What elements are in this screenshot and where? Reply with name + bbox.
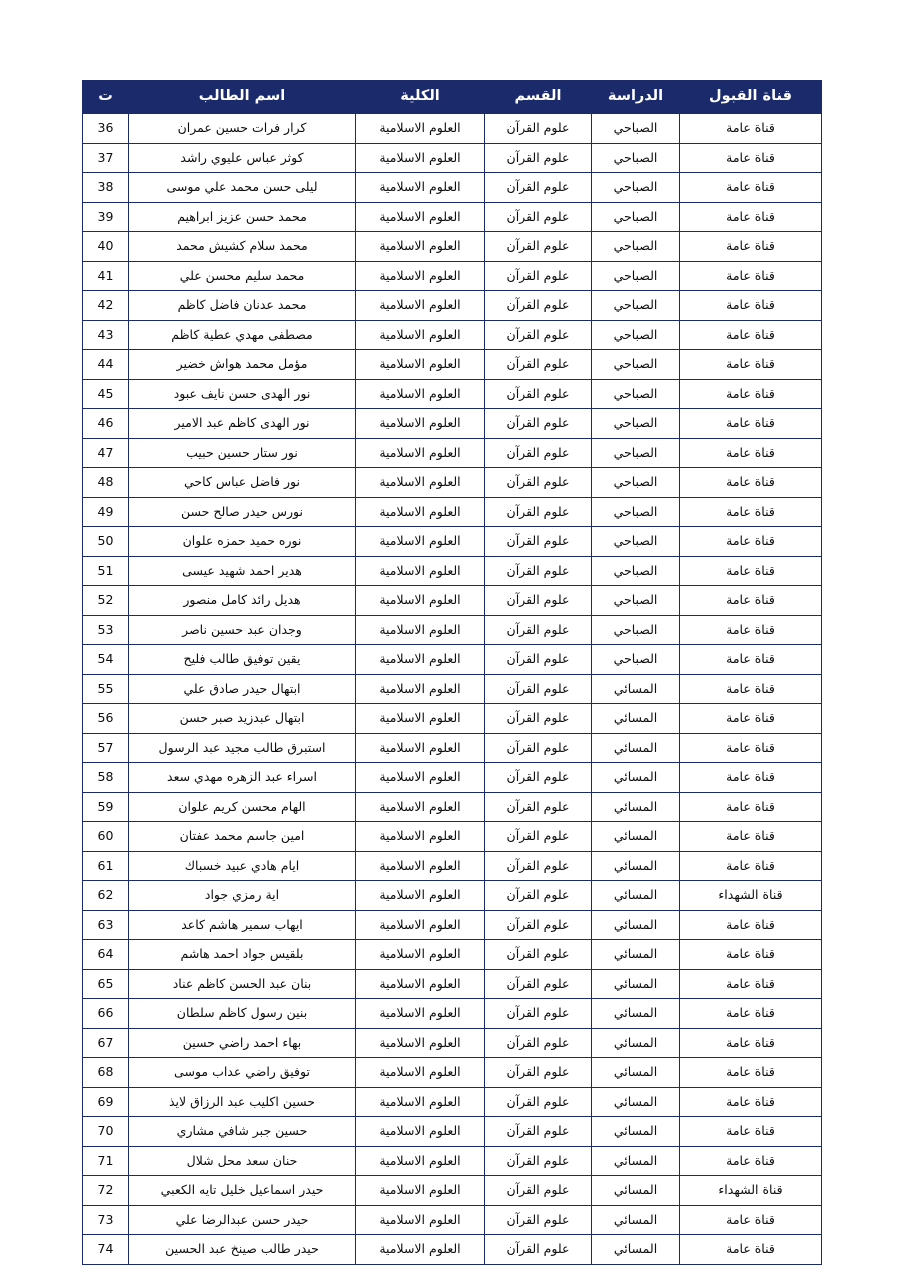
cell-channel: قناة عامة [680, 497, 822, 527]
cell-college: العلوم الاسلامية [356, 910, 485, 940]
cell-index: 48 [83, 468, 129, 498]
cell-dept: علوم القرآن [485, 1087, 592, 1117]
cell-name: نور فاضل عباس كاحي [129, 468, 356, 498]
cell-name: حنان سعد محل شلال [129, 1146, 356, 1176]
column-header-study: الدراسة [592, 81, 680, 114]
cell-college: العلوم الاسلامية [356, 763, 485, 793]
cell-channel: قناة عامة [680, 291, 822, 321]
cell-study: الصباحي [592, 202, 680, 232]
cell-index: 50 [83, 527, 129, 557]
table-row [83, 792, 822, 822]
cell-index: 65 [83, 969, 129, 999]
cell-channel: قناة عامة [680, 114, 822, 144]
cell-name: نور الهدى حسن نايف عبود [129, 379, 356, 409]
cell-channel: قناة عامة [680, 379, 822, 409]
cell-study: المسائي [592, 733, 680, 763]
table-row [83, 969, 822, 999]
cell-study: الصباحي [592, 409, 680, 439]
cell-study: المسائي [592, 881, 680, 911]
cell-channel: قناة عامة [680, 969, 822, 999]
cell-index: 72 [83, 1176, 129, 1206]
table-body [83, 114, 822, 1265]
cell-study: الصباحي [592, 173, 680, 203]
cell-channel: قناة عامة [680, 320, 822, 350]
cell-index: 56 [83, 704, 129, 734]
table-row [83, 1087, 822, 1117]
cell-study: المسائي [592, 1176, 680, 1206]
column-header-name: اسم الطالب [129, 81, 356, 114]
cell-dept: علوم القرآن [485, 1028, 592, 1058]
cell-study: الصباحي [592, 261, 680, 291]
cell-index: 59 [83, 792, 129, 822]
table-row [83, 202, 822, 232]
cell-study: الصباحي [592, 232, 680, 262]
cell-channel: قناة الشهداء [680, 881, 822, 911]
table-row [83, 1205, 822, 1235]
cell-name: نوره حميد حمزه علوان [129, 527, 356, 557]
cell-name: محمد سليم محسن علي [129, 261, 356, 291]
cell-college: العلوم الاسلامية [356, 1028, 485, 1058]
cell-college: العلوم الاسلامية [356, 173, 485, 203]
cell-name: نورس حيدر صالح حسن [129, 497, 356, 527]
cell-name: حيدر طالب صينخ عبد الحسين [129, 1235, 356, 1265]
cell-index: 47 [83, 438, 129, 468]
cell-dept: علوم القرآن [485, 1235, 592, 1265]
table-row [83, 1028, 822, 1058]
table-row [83, 350, 822, 380]
cell-name: يقين توفيق طالب فليح [129, 645, 356, 675]
cell-college: العلوم الاسلامية [356, 232, 485, 262]
cell-channel: قناة عامة [680, 733, 822, 763]
cell-channel: قناة الشهداء [680, 1176, 822, 1206]
table-row [83, 143, 822, 173]
cell-college: العلوم الاسلامية [356, 320, 485, 350]
cell-study: الصباحي [592, 556, 680, 586]
cell-study: المسائي [592, 704, 680, 734]
table-header-row [83, 81, 822, 114]
table-row [83, 320, 822, 350]
cell-dept: علوم القرآن [485, 792, 592, 822]
cell-channel: قناة عامة [680, 1235, 822, 1265]
cell-channel: قناة عامة [680, 438, 822, 468]
cell-index: 70 [83, 1117, 129, 1147]
cell-college: العلوم الاسلامية [356, 792, 485, 822]
cell-index: 63 [83, 910, 129, 940]
cell-name: بلقيس جواد احمد هاشم [129, 940, 356, 970]
cell-name: الهام محسن كريم علوان [129, 792, 356, 822]
cell-name: حسين اكليب عبد الرزاق لايذ [129, 1087, 356, 1117]
table-row [83, 114, 822, 144]
cell-name: ابتهال عبدزيد صبر حسن [129, 704, 356, 734]
cell-study: المسائي [592, 1146, 680, 1176]
cell-index: 46 [83, 409, 129, 439]
cell-index: 66 [83, 999, 129, 1029]
cell-channel: قناة عامة [680, 1205, 822, 1235]
cell-index: 74 [83, 1235, 129, 1265]
cell-index: 58 [83, 763, 129, 793]
cell-college: العلوم الاسلامية [356, 733, 485, 763]
cell-index: 39 [83, 202, 129, 232]
cell-channel: قناة عامة [680, 173, 822, 203]
cell-dept: علوم القرآن [485, 173, 592, 203]
cell-index: 36 [83, 114, 129, 144]
cell-name: استبرق طالب مجيد عبد الرسول [129, 733, 356, 763]
table-row [83, 586, 822, 616]
cell-dept: علوم القرآن [485, 556, 592, 586]
cell-college: العلوم الاسلامية [356, 586, 485, 616]
cell-dept: علوم القرآن [485, 704, 592, 734]
table-row [83, 232, 822, 262]
cell-college: العلوم الاسلامية [356, 527, 485, 557]
cell-name: كوثر عباس عليوي راشد [129, 143, 356, 173]
cell-index: 54 [83, 645, 129, 675]
table-row [83, 438, 822, 468]
cell-college: العلوم الاسلامية [356, 704, 485, 734]
table-row [83, 379, 822, 409]
cell-study: المسائي [592, 674, 680, 704]
cell-dept: علوم القرآن [485, 940, 592, 970]
cell-name: توفيق راضي عداب موسى [129, 1058, 356, 1088]
cell-study: المسائي [592, 1205, 680, 1235]
cell-dept: علوم القرآن [485, 1146, 592, 1176]
cell-study: المسائي [592, 792, 680, 822]
cell-name: امين جاسم محمد عفتان [129, 822, 356, 852]
cell-index: 62 [83, 881, 129, 911]
cell-channel: قناة عامة [680, 999, 822, 1029]
table-row [83, 999, 822, 1029]
cell-index: 38 [83, 173, 129, 203]
cell-channel: قناة عامة [680, 409, 822, 439]
cell-channel: قناة عامة [680, 704, 822, 734]
table-row [83, 704, 822, 734]
cell-college: العلوم الاسلامية [356, 409, 485, 439]
cell-index: 60 [83, 822, 129, 852]
cell-index: 41 [83, 261, 129, 291]
cell-college: العلوم الاسلامية [356, 1087, 485, 1117]
cell-name: هدير احمد شهيد عيسى [129, 556, 356, 586]
cell-college: العلوم الاسلامية [356, 1235, 485, 1265]
cell-channel: قناة عامة [680, 1117, 822, 1147]
table-row [83, 615, 822, 645]
cell-dept: علوم القرآن [485, 261, 592, 291]
cell-college: العلوم الاسلامية [356, 1205, 485, 1235]
cell-channel: قناة عامة [680, 1087, 822, 1117]
table-row [83, 1146, 822, 1176]
cell-dept: علوم القرآن [485, 114, 592, 144]
cell-name: ايهاب سمير هاشم كاعد [129, 910, 356, 940]
cell-study: الصباحي [592, 645, 680, 675]
cell-college: العلوم الاسلامية [356, 556, 485, 586]
cell-name: بنان عبد الحسن كاظم عناد [129, 969, 356, 999]
cell-study: المسائي [592, 1117, 680, 1147]
table-row [83, 1176, 822, 1206]
cell-study: المسائي [592, 851, 680, 881]
column-header-dept: القسم [485, 81, 592, 114]
cell-channel: قناة عامة [680, 615, 822, 645]
cell-channel: قناة عامة [680, 586, 822, 616]
cell-college: العلوم الاسلامية [356, 143, 485, 173]
cell-channel: قناة عامة [680, 851, 822, 881]
cell-name: اسراء عبد الزهره مهدي سعد [129, 763, 356, 793]
table-row [83, 910, 822, 940]
cell-dept: علوم القرآن [485, 881, 592, 911]
cell-dept: علوم القرآن [485, 527, 592, 557]
cell-college: العلوم الاسلامية [356, 851, 485, 881]
cell-dept: علوم القرآن [485, 674, 592, 704]
cell-college: العلوم الاسلامية [356, 438, 485, 468]
table-row [83, 1117, 822, 1147]
cell-name: ليلى حسن محمد علي موسى [129, 173, 356, 203]
cell-name: مؤمل محمد هواش خضير [129, 350, 356, 380]
cell-dept: علوم القرآن [485, 1117, 592, 1147]
cell-name: محمد عدنان فاضل كاظم [129, 291, 356, 321]
cell-college: العلوم الاسلامية [356, 1146, 485, 1176]
cell-dept: علوم القرآن [485, 379, 592, 409]
cell-index: 53 [83, 615, 129, 645]
cell-name: بهاء احمد راضي حسين [129, 1028, 356, 1058]
cell-dept: علوم القرآن [485, 733, 592, 763]
cell-index: 52 [83, 586, 129, 616]
cell-name: نور الهدى كاظم عبد الامير [129, 409, 356, 439]
cell-dept: علوم القرآن [485, 615, 592, 645]
table-row [83, 261, 822, 291]
cell-name: كرار فرات حسين عمران [129, 114, 356, 144]
cell-index: 69 [83, 1087, 129, 1117]
cell-study: المسائي [592, 1087, 680, 1117]
cell-index: 42 [83, 291, 129, 321]
table-row [83, 940, 822, 970]
table-row [83, 822, 822, 852]
cell-study: الصباحي [592, 438, 680, 468]
cell-dept: علوم القرآن [485, 586, 592, 616]
cell-name: حيدر حسن عبدالرضا علي [129, 1205, 356, 1235]
cell-study: المسائي [592, 999, 680, 1029]
cell-dept: علوم القرآن [485, 1058, 592, 1088]
cell-study: الصباحي [592, 527, 680, 557]
cell-channel: قناة عامة [680, 1146, 822, 1176]
cell-name: هديل رائد كامل منصور [129, 586, 356, 616]
cell-name: محمد سلام كشيش محمد [129, 232, 356, 262]
cell-dept: علوم القرآن [485, 320, 592, 350]
cell-channel: قناة عامة [680, 792, 822, 822]
cell-dept: علوم القرآن [485, 969, 592, 999]
cell-dept: علوم القرآن [485, 822, 592, 852]
cell-college: العلوم الاسلامية [356, 1117, 485, 1147]
cell-name: ابتهال حيدر صادق علي [129, 674, 356, 704]
cell-college: العلوم الاسلامية [356, 291, 485, 321]
cell-college: العلوم الاسلامية [356, 674, 485, 704]
cell-dept: علوم القرآن [485, 999, 592, 1029]
table-row [83, 527, 822, 557]
cell-dept: علوم القرآن [485, 202, 592, 232]
cell-index: 45 [83, 379, 129, 409]
cell-name: مصطفى مهدي عطية كاظم [129, 320, 356, 350]
cell-channel: قناة عامة [680, 940, 822, 970]
cell-dept: علوم القرآن [485, 232, 592, 262]
cell-study: المسائي [592, 763, 680, 793]
cell-dept: علوم القرآن [485, 1176, 592, 1206]
cell-channel: قناة عامة [680, 143, 822, 173]
cell-dept: علوم القرآن [485, 1205, 592, 1235]
cell-index: 67 [83, 1028, 129, 1058]
column-header-index: ت [83, 81, 129, 114]
cell-channel: قناة عامة [680, 202, 822, 232]
cell-college: العلوم الاسلامية [356, 497, 485, 527]
cell-study: المسائي [592, 1028, 680, 1058]
cell-study: الصباحي [592, 350, 680, 380]
cell-index: 71 [83, 1146, 129, 1176]
cell-name: وجدان عبد حسين ناصر [129, 615, 356, 645]
cell-study: الصباحي [592, 143, 680, 173]
cell-study: الصباحي [592, 586, 680, 616]
table-row [83, 881, 822, 911]
cell-study: الصباحي [592, 114, 680, 144]
cell-index: 37 [83, 143, 129, 173]
cell-college: العلوم الاسلامية [356, 999, 485, 1029]
cell-index: 51 [83, 556, 129, 586]
cell-channel: قناة عامة [680, 468, 822, 498]
table-row [83, 733, 822, 763]
cell-index: 44 [83, 350, 129, 380]
cell-study: الصباحي [592, 615, 680, 645]
table-row [83, 763, 822, 793]
cell-study: الصباحي [592, 320, 680, 350]
cell-college: العلوم الاسلامية [356, 379, 485, 409]
cell-channel: قناة عامة [680, 1028, 822, 1058]
students-table [82, 80, 822, 1265]
cell-name: حسين جبر شافي مشاري [129, 1117, 356, 1147]
cell-college: العلوم الاسلامية [356, 350, 485, 380]
cell-index: 64 [83, 940, 129, 970]
cell-channel: قناة عامة [680, 261, 822, 291]
cell-name: حيدر اسماعيل خليل تايه الكعبي [129, 1176, 356, 1206]
cell-dept: علوم القرآن [485, 468, 592, 498]
table-row [83, 674, 822, 704]
cell-study: المسائي [592, 822, 680, 852]
cell-college: العلوم الاسلامية [356, 645, 485, 675]
cell-study: المسائي [592, 1058, 680, 1088]
table-row [83, 173, 822, 203]
cell-name: بنين رسول كاظم سلطان [129, 999, 356, 1029]
table-row [83, 851, 822, 881]
cell-college: العلوم الاسلامية [356, 202, 485, 232]
cell-channel: قناة عامة [680, 763, 822, 793]
cell-college: العلوم الاسلامية [356, 881, 485, 911]
table-row [83, 556, 822, 586]
table-header [83, 81, 822, 114]
cell-study: المسائي [592, 910, 680, 940]
cell-study: الصباحي [592, 468, 680, 498]
cell-index: 73 [83, 1205, 129, 1235]
cell-name: اية رمزي جواد [129, 881, 356, 911]
cell-study: الصباحي [592, 379, 680, 409]
cell-study: المسائي [592, 940, 680, 970]
cell-college: العلوم الاسلامية [356, 940, 485, 970]
cell-name: محمد حسن عزيز ابراهيم [129, 202, 356, 232]
cell-index: 43 [83, 320, 129, 350]
cell-channel: قناة عامة [680, 350, 822, 380]
table-row [83, 645, 822, 675]
cell-study: المسائي [592, 969, 680, 999]
column-header-college: الكلية [356, 81, 485, 114]
cell-channel: قناة عامة [680, 822, 822, 852]
cell-college: العلوم الاسلامية [356, 1058, 485, 1088]
table-row [83, 409, 822, 439]
cell-college: العلوم الاسلامية [356, 468, 485, 498]
cell-index: 61 [83, 851, 129, 881]
cell-index: 40 [83, 232, 129, 262]
cell-dept: علوم القرآن [485, 143, 592, 173]
cell-college: العلوم الاسلامية [356, 615, 485, 645]
cell-college: العلوم الاسلامية [356, 114, 485, 144]
cell-dept: علوم القرآن [485, 409, 592, 439]
cell-college: العلوم الاسلامية [356, 261, 485, 291]
cell-dept: علوم القرآن [485, 291, 592, 321]
cell-channel: قناة عامة [680, 674, 822, 704]
table-row [83, 1235, 822, 1265]
cell-study: المسائي [592, 1235, 680, 1265]
table-row [83, 468, 822, 498]
cell-dept: علوم القرآن [485, 645, 592, 675]
cell-dept: علوم القرآن [485, 763, 592, 793]
column-header-channel: قناة القبول [680, 81, 822, 114]
cell-study: الصباحي [592, 291, 680, 321]
cell-channel: قناة عامة [680, 556, 822, 586]
cell-dept: علوم القرآن [485, 350, 592, 380]
cell-name: نور ستار حسين حبيب [129, 438, 356, 468]
cell-college: العلوم الاسلامية [356, 969, 485, 999]
cell-dept: علوم القرآن [485, 497, 592, 527]
cell-dept: علوم القرآن [485, 910, 592, 940]
cell-study: الصباحي [592, 497, 680, 527]
table-row [83, 1058, 822, 1088]
cell-channel: قناة عامة [680, 910, 822, 940]
cell-channel: قناة عامة [680, 645, 822, 675]
cell-index: 68 [83, 1058, 129, 1088]
cell-index: 57 [83, 733, 129, 763]
cell-college: العلوم الاسلامية [356, 1176, 485, 1206]
cell-channel: قناة عامة [680, 1058, 822, 1088]
cell-college: العلوم الاسلامية [356, 822, 485, 852]
cell-name: ايام هادي عبيد خسباك [129, 851, 356, 881]
cell-dept: علوم القرآن [485, 851, 592, 881]
table-row [83, 291, 822, 321]
cell-channel: قناة عامة [680, 527, 822, 557]
cell-channel: قناة عامة [680, 232, 822, 262]
cell-index: 55 [83, 674, 129, 704]
cell-dept: علوم القرآن [485, 438, 592, 468]
table-row [83, 497, 822, 527]
cell-index: 49 [83, 497, 129, 527]
